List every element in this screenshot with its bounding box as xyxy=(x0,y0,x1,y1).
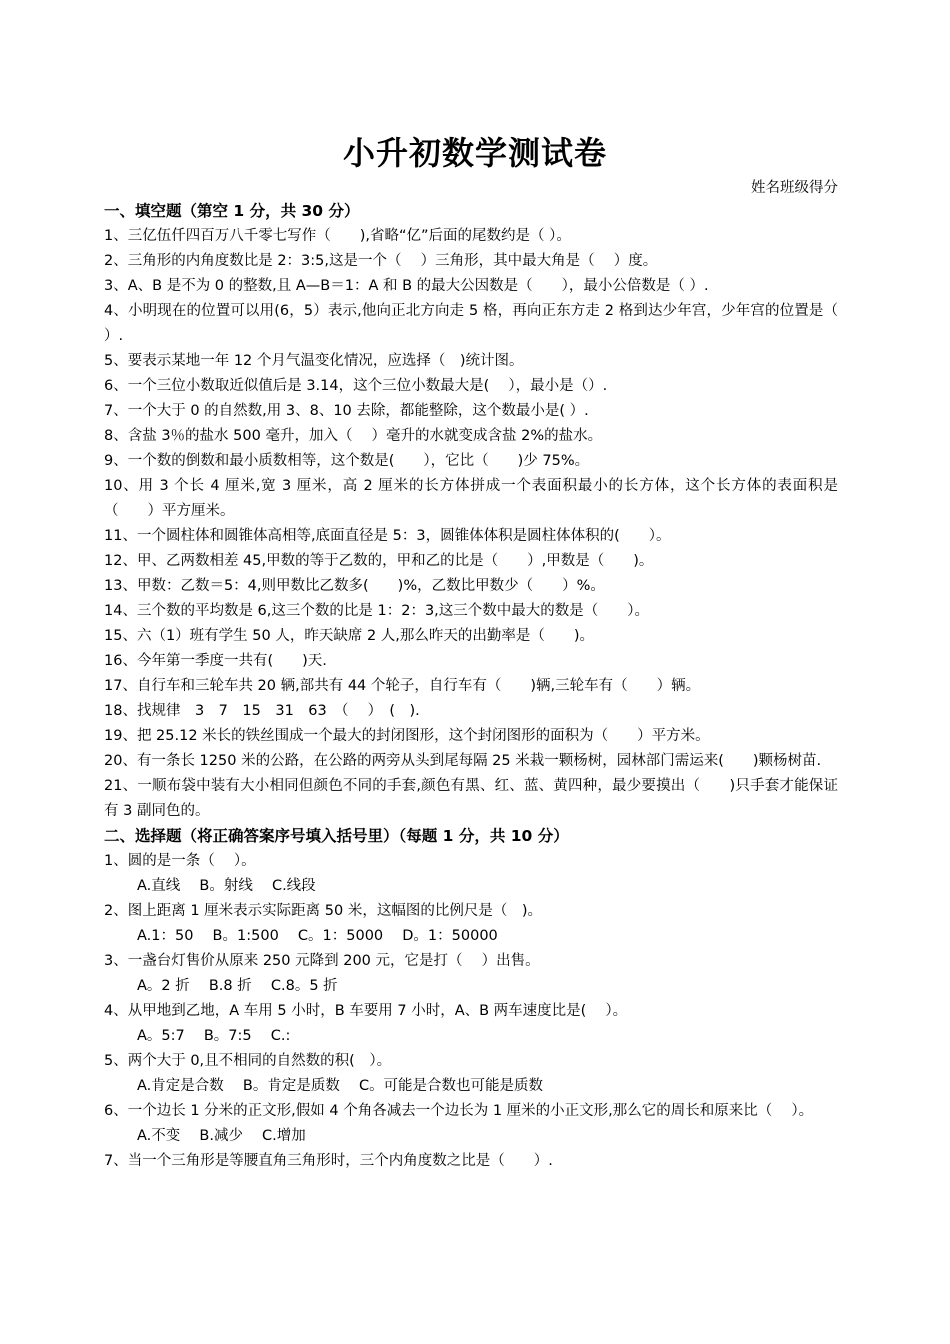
choice-question: 2、图上距离 1 厘米表示实际距离 50 米，这幅图的比例尺是（ )。 xyxy=(104,903,542,919)
section-1-heading: 一、填空题（第空 1 分，共 30 分） xyxy=(104,202,360,220)
choice-question: 6、一个边长 1 分米的正文形,假如 4 个角各减去一个边长为 1 厘米的小正文形,那么它的周长和原来比（ ）。 xyxy=(104,1103,814,1119)
student-info-line: 姓名班级得分 xyxy=(751,180,838,196)
choice-options: A。2 折 B.8 折 C.8。5 折 xyxy=(137,978,338,994)
section-2-questions xyxy=(104,849,838,1174)
fill-blank-question: 1、三亿伍仟四百万八千零七写作（ ),省略“亿”后面的尾数约是（ ）。 xyxy=(104,228,571,244)
fill-blank-question: 5、要表示某地一年 12 个月气温变化情况，应选择（ )统计图。 xyxy=(104,353,524,369)
fill-blank-question: 16、今年第一季度一共有( )天. xyxy=(104,653,327,669)
fill-blank-question: 12、甲、乙两数相差 45,甲数的等于乙数的，甲和乙的比是（ ）,甲数是（ )。 xyxy=(104,553,654,569)
choice-options: A.不变 B.减少 C.增加 xyxy=(137,1128,306,1144)
section-1-questions xyxy=(104,224,858,824)
fill-blank-question: 8、含盐 3％的盐水 500 毫升，加入（ ）毫升的水就变成含盐 2%的盐水。 xyxy=(104,428,603,444)
page-title: 小升初数学测试卷 xyxy=(342,134,607,172)
section-2-heading: 二、选择题（将正确答案序号填入括号里）（每题 1 分，共 10 分） xyxy=(104,827,569,845)
fill-blank-question: 7、一个大于 0 的自然数,用 3、8、10 去除，都能整除，这个数最小是( ）. xyxy=(104,403,589,419)
choice-options: A.直线 B。射线 C.线段 xyxy=(137,878,316,894)
choice-options: A。5:7 B。7:5 C.: xyxy=(137,1028,291,1044)
choice-question: 5、两个大于 0,且不相同的自然数的积( ）。 xyxy=(104,1053,392,1069)
fill-blank-question: 11、一个圆柱体和圆锥体高相等,底面直径是 5：3，圆锥体体积是圆柱体体积的( ）。 xyxy=(104,528,671,544)
choice-question: 4、从甲地到乙地，A 车用 5 小时，B 车要用 7 小时，A、B 两车速度比是( ）。 xyxy=(104,1003,628,1019)
choice-question: 7、当一个三角形是等腰直角三角形时，三个内角度数之比是（ ）. xyxy=(104,1153,553,1169)
fill-blank-question: 6、一个三位小数取近似值后是 3.14，这个三位小数最大是( ），最小是（）. xyxy=(104,378,608,394)
choice-options: A.肯定是合数 B。肯定是质数 C。可能是合数也可能是质数 xyxy=(137,1078,544,1094)
choice-question: 1、圆的是一条（ ）。 xyxy=(104,853,256,869)
fill-blank-question: 14、三个数的平均数是 6,这三个数的比是 1：2：3,这三个数中最大的数是（ ）。 xyxy=(104,603,650,619)
choice-question: 3、一盏台灯售价从原来 250 元降到 200 元，它是打（ ）出售。 xyxy=(104,953,540,969)
exam-content xyxy=(104,199,858,1174)
fill-blank-question: 3、A、B 是不为 0 的整数,且 A—B＝1：A 和 B 的最大公因数是（ ），最小公倍数是（ ）. xyxy=(104,278,709,294)
fill-blank-question: 9、一个数的倒数和最小质数相等，这个数是( ），它比（ )少 75%。 xyxy=(104,453,590,469)
choice-options: A.1：50 B。1:500 C。1：5000 D。1：50000 xyxy=(137,928,498,944)
fill-blank-question: 4、小明现在的位置可以用(6，5）表示,他向正北方向走 5 格，再向正东方走 2 格到达少年宫，少年宫的位置是（ ）. xyxy=(104,303,858,344)
fill-blank-question: 15、六（1）班有学生 50 人，昨天缺席 2 人,那么昨天的出勤率是（ )。 xyxy=(104,628,595,644)
fill-blank-question: 13、甲数：乙数＝5：4,则甲数比乙数多( )%，乙数比甲数少（ ）%。 xyxy=(104,578,605,594)
fill-blank-question: 19、把 25.12 米长的铁丝围成一个最大的封闭图形，这个封闭图形的面积为（ ）平方米。 xyxy=(104,728,710,744)
fill-blank-question: 18、找规律 3 7 15 31 63 （ ） ( ). xyxy=(104,703,420,719)
fill-blank-question: 2、三角形的内角度数比是 2：3:5,这是一个（ ）三角形，其中最大角是（ ）度。 xyxy=(104,253,658,269)
fill-blank-question: 20、有一条长 1250 米的公路，在公路的两旁从头到尾每隔 25 米栽一颗杨树，园林部门需运来( )颗杨树苗. xyxy=(104,753,822,769)
fill-blank-question: 17、自行车和三轮车共 20 辆,部共有 44 个轮子，自行车有（ )辆,三轮车有（ ）辆。 xyxy=(104,678,701,694)
fill-blank-question: 10、用 3 个长 4 厘米,宽 3 厘米，高 2 厘米的长方体拼成一个表面积最小的长方体，这个长方体的表面积是（ ）平方厘米。 xyxy=(104,478,838,519)
fill-blank-question: 21、一顺布袋中装有大小相同但颜色不同的手套,颜色有黑、红、蓝、黄四种，最少要摸出（ )只手套才能保证有 3 副同色的。 xyxy=(104,778,838,819)
